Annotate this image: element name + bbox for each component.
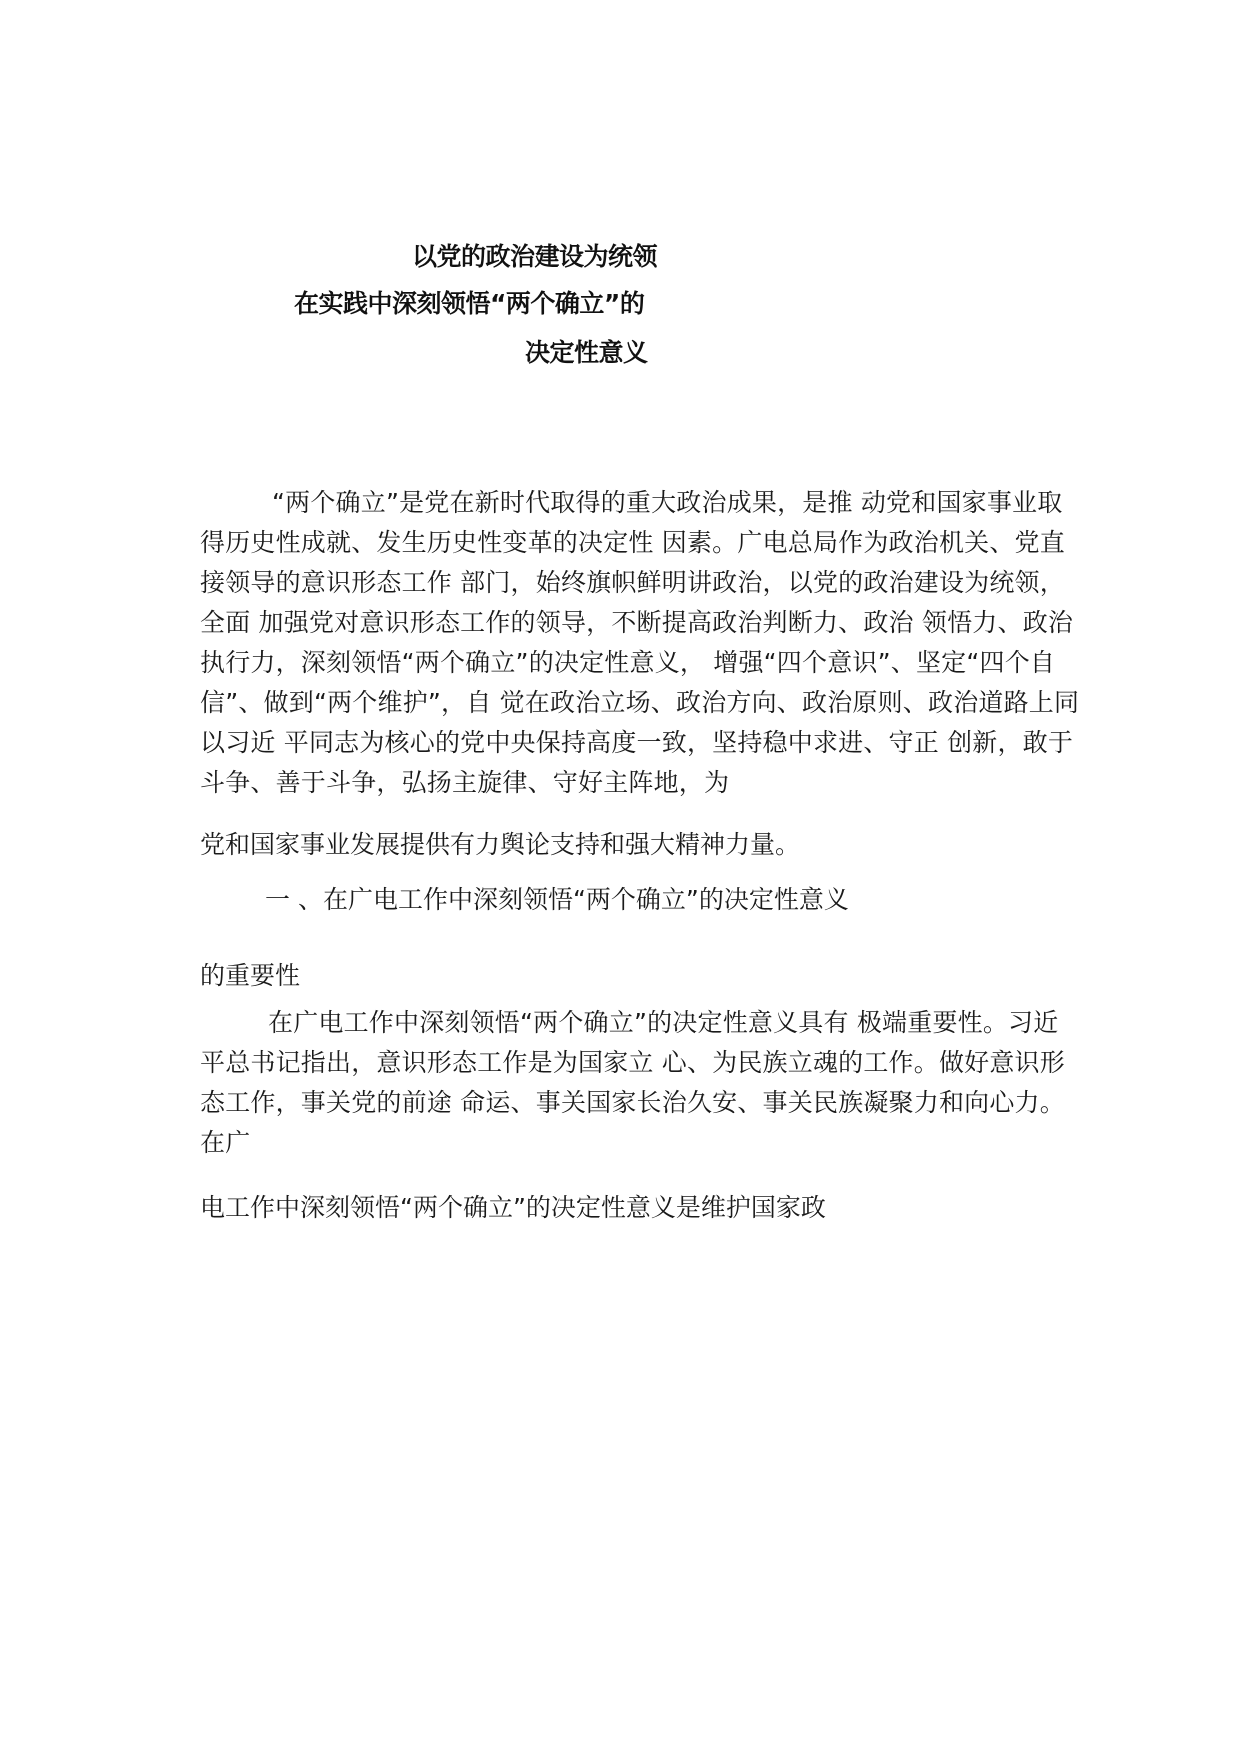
paragraph-2-end: 电工作中深刻领悟“两个确立”的决定性意义是维护国家政: [200, 1193, 826, 1222]
title-line-3: 决定性意义: [525, 338, 648, 367]
section-heading-1: 一 、在广电工作中深刻领悟“两个确立”的决定性意义: [265, 885, 849, 914]
title-line-1: 以党的政治建设为统领: [412, 242, 658, 271]
title-line-2: 在实践中深刻领悟“两个确立”的: [294, 289, 645, 318]
paragraph-2: 在广电工作中深刻领悟“两个确立”的决定性意义具有 极端重要性。习近平总书记指出，意识形态工作是为国家立 心、为民族立魂的工作。做好意识形态工作，事关党的前途 命运、事关国家长治久安、事关民族凝聚力和向心力。在广: [200, 1008, 1065, 1157]
paragraph-1-end: 党和国家事业发展提供有力舆论支持和强大精神力量。: [200, 830, 801, 859]
section-heading-1-cont: 的重要性: [200, 961, 301, 990]
paragraph-1: “两个确立”是党在新时代取得的重大政治成果，是推 动党和国家事业取得历史性成就、发生历史性变革的决定性 因素。广电总局作为政治机关、党直接领导的意识形态工作 部门，始终旗帜鲜明讲政治，以党的政治建设为统领，全面 加强党对意识形态工作的领导，不断提高政治判断力、政治 领悟力、政治执行力，深刻领悟“两个确立”的决定性意义， 增强“四个意识”、坚定“四个自信”、做到“两个维护”，自 觉在政治立场、政治方向、政治原则、政治道路上同以习近 平同志为核心的党中央保持高度一致，坚持稳中求进、守正 创新，敢于斗争、善于斗争，弘扬主旋律、守好主阵地，为: [200, 488, 1080, 797]
